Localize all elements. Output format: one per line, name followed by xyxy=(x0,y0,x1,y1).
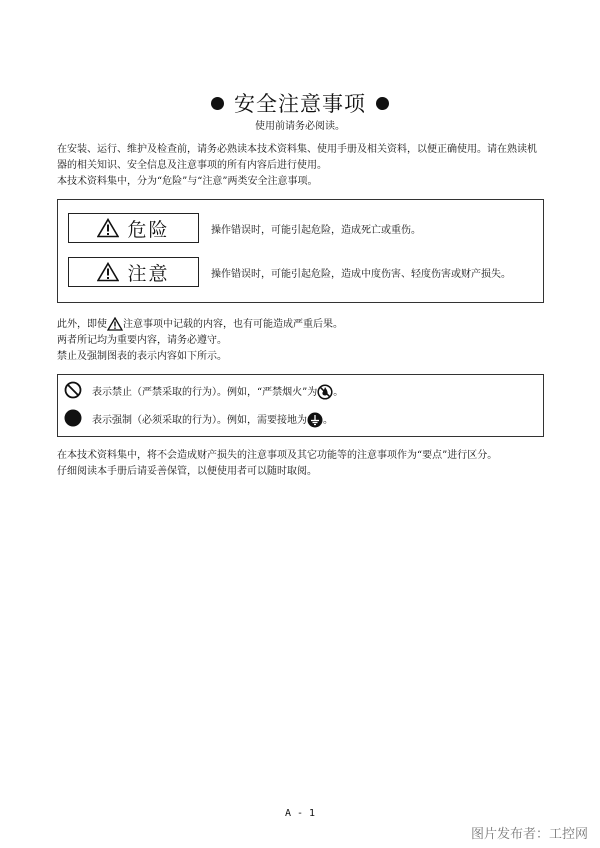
danger-label-box xyxy=(68,213,199,243)
prohibit-description: 表示禁止（严禁采取的行为）。例如，“严禁烟火”为 xyxy=(92,387,318,398)
warning-triangle-icon xyxy=(97,218,119,238)
middle-line: 禁止及强制图表的表示内容如下所示。 xyxy=(57,351,227,362)
mandatory-row xyxy=(64,407,534,429)
footer-line: 在本技术资料集中，将不会造成财产损失的注意事项及其它功能等的注意事项作为“要点”进行区分。 xyxy=(57,450,498,461)
page-title xyxy=(0,88,600,118)
prohibit-end: 。 xyxy=(333,387,344,398)
prohibit-icon xyxy=(64,381,82,399)
ground-icon xyxy=(307,412,323,428)
page-number: A - 1 xyxy=(284,808,316,819)
caution-label-box xyxy=(68,257,199,287)
prohibit-row xyxy=(64,379,534,401)
publisher-watermark: 图片发布者：工控网 xyxy=(470,827,588,842)
middle-line-pre: 此外，即使 xyxy=(57,319,107,330)
intro-line: 器的相关知识、安全信息及注意事项的所有内容后进行使用。 xyxy=(57,160,327,171)
mandatory-description: 表示强制（必须采取的行为）。例如，需要接地为 xyxy=(92,415,307,426)
mandatory-text xyxy=(92,411,333,429)
warning-triangle-icon xyxy=(107,317,123,331)
middle-line: 两者所记均为重要内容，请务必遵守。 xyxy=(57,335,227,346)
symbols-box xyxy=(57,374,544,437)
caution-row xyxy=(68,257,538,289)
caution-label: 注意 xyxy=(127,262,170,285)
bullet-dot-right xyxy=(376,97,389,110)
footer-line: 仔细阅读本手册后请妥善保管，以便使用者可以随时取阅。 xyxy=(57,466,317,477)
safety-levels-box xyxy=(57,199,544,303)
danger-description: 操作错误时，可能引起危险，造成死亡或重伤。 xyxy=(211,225,421,236)
footer-paragraph xyxy=(57,448,547,480)
page-subtitle: 使用前请务必阅读。 xyxy=(255,121,345,132)
bullet-dot-left xyxy=(211,97,224,110)
intro-line: 在安装、运行、维护及检查前，请务必熟读本技术资料集、使用手册及相关资料，以便正确使用。请在熟读机 xyxy=(57,144,537,155)
intro-paragraph xyxy=(57,142,547,190)
page-title-text: 安全注意事项 xyxy=(234,92,366,116)
no-fire-icon xyxy=(317,384,333,400)
middle-paragraph xyxy=(57,317,547,365)
caution-description: 操作错误时，可能引起危险，造成中度伤害、轻度伤害或财产损失。 xyxy=(211,269,511,280)
danger-label: 危险 xyxy=(127,218,170,241)
intro-line: 本技术资料集中，分为“危险”与“注意”两类安全注意事项。 xyxy=(57,176,318,187)
warning-triangle-icon xyxy=(97,262,119,282)
danger-row xyxy=(68,213,538,245)
middle-line-post: 注意事项中记载的内容，也有可能造成严重后果。 xyxy=(123,319,343,330)
mandatory-icon xyxy=(64,409,82,427)
prohibit-text xyxy=(92,383,343,401)
middle-line xyxy=(57,317,547,333)
mandatory-end: 。 xyxy=(323,415,333,426)
